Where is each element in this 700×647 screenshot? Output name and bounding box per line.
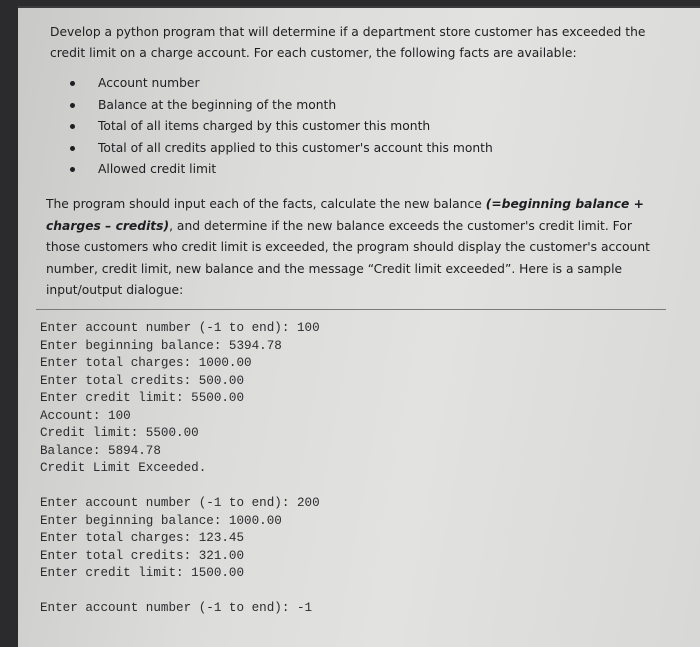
facts-list: [70, 73, 493, 181]
dialogue-line: Enter total credits: 500.00: [40, 373, 245, 388]
top-border: [18, 6, 700, 8]
bullet-icon: [70, 103, 75, 108]
bullet-icon: [70, 81, 75, 86]
fact-item: Balance at the beginning of the month: [70, 95, 493, 117]
dialogue-line: Credit limit: 5500.00: [40, 426, 199, 440]
dialogue-line: Enter account number (-1 to end): -1: [40, 601, 313, 615]
document-page: [18, 6, 700, 647]
blank-line: [40, 478, 660, 496]
balance-formula: (=beginning balance + charges – credits): [46, 197, 644, 233]
fact-item: Total of all credits applied to this customer's account this month: [70, 138, 493, 160]
dialogue-line: Enter total charges: 123.45: [40, 531, 245, 545]
bullet-icon: [70, 124, 75, 129]
fact-item: Total of all items charged by this customer this month: [70, 116, 493, 138]
dialogue-line: Account: 100: [40, 408, 131, 423]
dialogue-line: Enter credit limit: 1500.00: [40, 566, 245, 580]
dialogue-line: Credit Limit Exceeded.: [40, 461, 207, 475]
dialogue-line: Enter account number (-1 to end): 200: [40, 496, 320, 510]
dialogue-line: Balance: 5894.78: [40, 443, 161, 458]
instructions-paragraph: The program should input each of the facts, calculate the new balance (=beginning balance + charges – credits), and determine if the new balance exceeds the customer's credit limit. For those customers who credit limit is exceeded, the program should display the customer's account number, credit limit, new balance and the message “Credit limit exceeded”. Here is a sample input/output dialogue:: [46, 197, 650, 298]
dialogue-line: Enter credit limit: 5500.00: [40, 391, 245, 405]
blank-line: [40, 583, 660, 601]
dialogue-line: Enter total charges: 1000.00: [40, 356, 252, 370]
dialogue-line: Enter total credits: 321.00: [40, 548, 245, 563]
fact-item: Account number: [70, 73, 493, 95]
fact-item: Allowed credit limit: [70, 159, 493, 181]
sample-dialogue: [40, 320, 660, 618]
bullet-icon: [70, 146, 75, 151]
divider-line: [36, 309, 666, 310]
dialogue-line: Enter account number (-1 to end): 100: [40, 321, 320, 335]
bullet-icon: [70, 167, 75, 172]
intro-text: Develop a python program that will determine if a department store customer has exceeded the credit limit on a charge account. For each customer, the following facts are available:: [50, 25, 646, 60]
dialogue-line: Enter beginning balance: 1000.00: [40, 513, 282, 528]
dialogue-line: Enter beginning balance: 5394.78: [40, 338, 282, 353]
